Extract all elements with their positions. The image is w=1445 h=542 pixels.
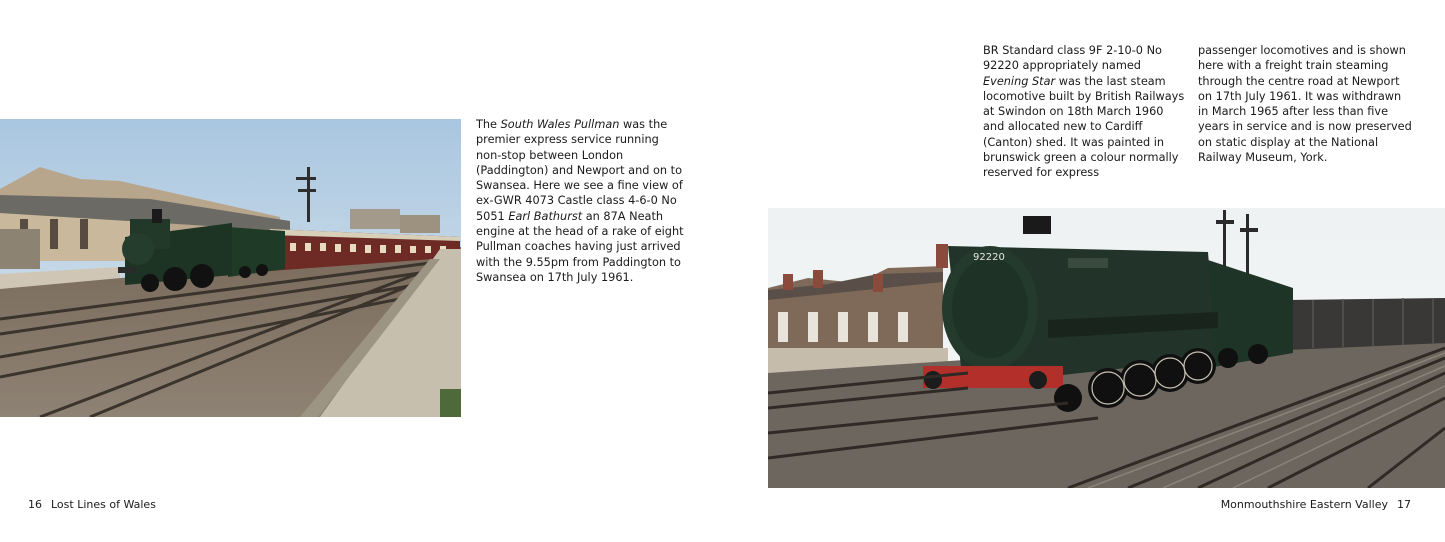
photo-evening-star (768, 208, 1445, 488)
caption-text: BR Standard class 9F 2-10-0 No 92220 appropriately named (983, 44, 1162, 73)
photo-south-wales-pullman (0, 119, 461, 417)
caption-text: an 87A Neath engine at the head of a rake of eight Pullman coaches having just arrived with the 9.55pm from Paddington to Swansea on 17th July 1961. (476, 209, 684, 284)
caption-italic-loco-name: Evening Star (983, 74, 1056, 88)
caption-text: was the premier express service running non-stop between London (Paddington) and Newport and on to Swansea. Here we see a fine view of ex-GWR 4073 Castle class 4-6-0 No 5051 (476, 118, 683, 223)
page-number: 16 (28, 498, 42, 511)
caption-evening-star-column-1 (983, 43, 1188, 181)
photo-evening-star-illustration (768, 208, 1445, 488)
caption-text: was the last steam locomotive built by British Railways at Swindon on 18th March 1960 and allocated new to Cardiff (Canton) shed. It was painted in brunswick green a colour normally reserved for express (983, 74, 1185, 180)
locomotive-number-plate: 92220 (973, 252, 1005, 263)
folio-left-page (28, 498, 156, 512)
page-number: 17 (1397, 498, 1411, 511)
caption-italic-train-name: South Wales Pullman (500, 118, 620, 131)
running-title: Monmouthshire Eastern Valley (1220, 498, 1388, 511)
caption-south-wales-pullman (476, 117, 686, 285)
running-title: Lost Lines of Wales (51, 498, 156, 511)
caption-text: The (476, 118, 501, 131)
caption-italic-loco-name: Earl Bathurst (508, 209, 583, 223)
photo-pullman-illustration (0, 119, 461, 417)
caption-evening-star-column-2 (1198, 43, 1413, 165)
folio-right-page (1221, 498, 1411, 512)
caption-text: passenger locomotives and is shown here with a freight train steaming through the centre road at Newport on 17th July 1961. It was withdrawn in March 1965 after less than five years in service and is now preserved on static display at the National Railway Museum, York. (1198, 44, 1412, 165)
